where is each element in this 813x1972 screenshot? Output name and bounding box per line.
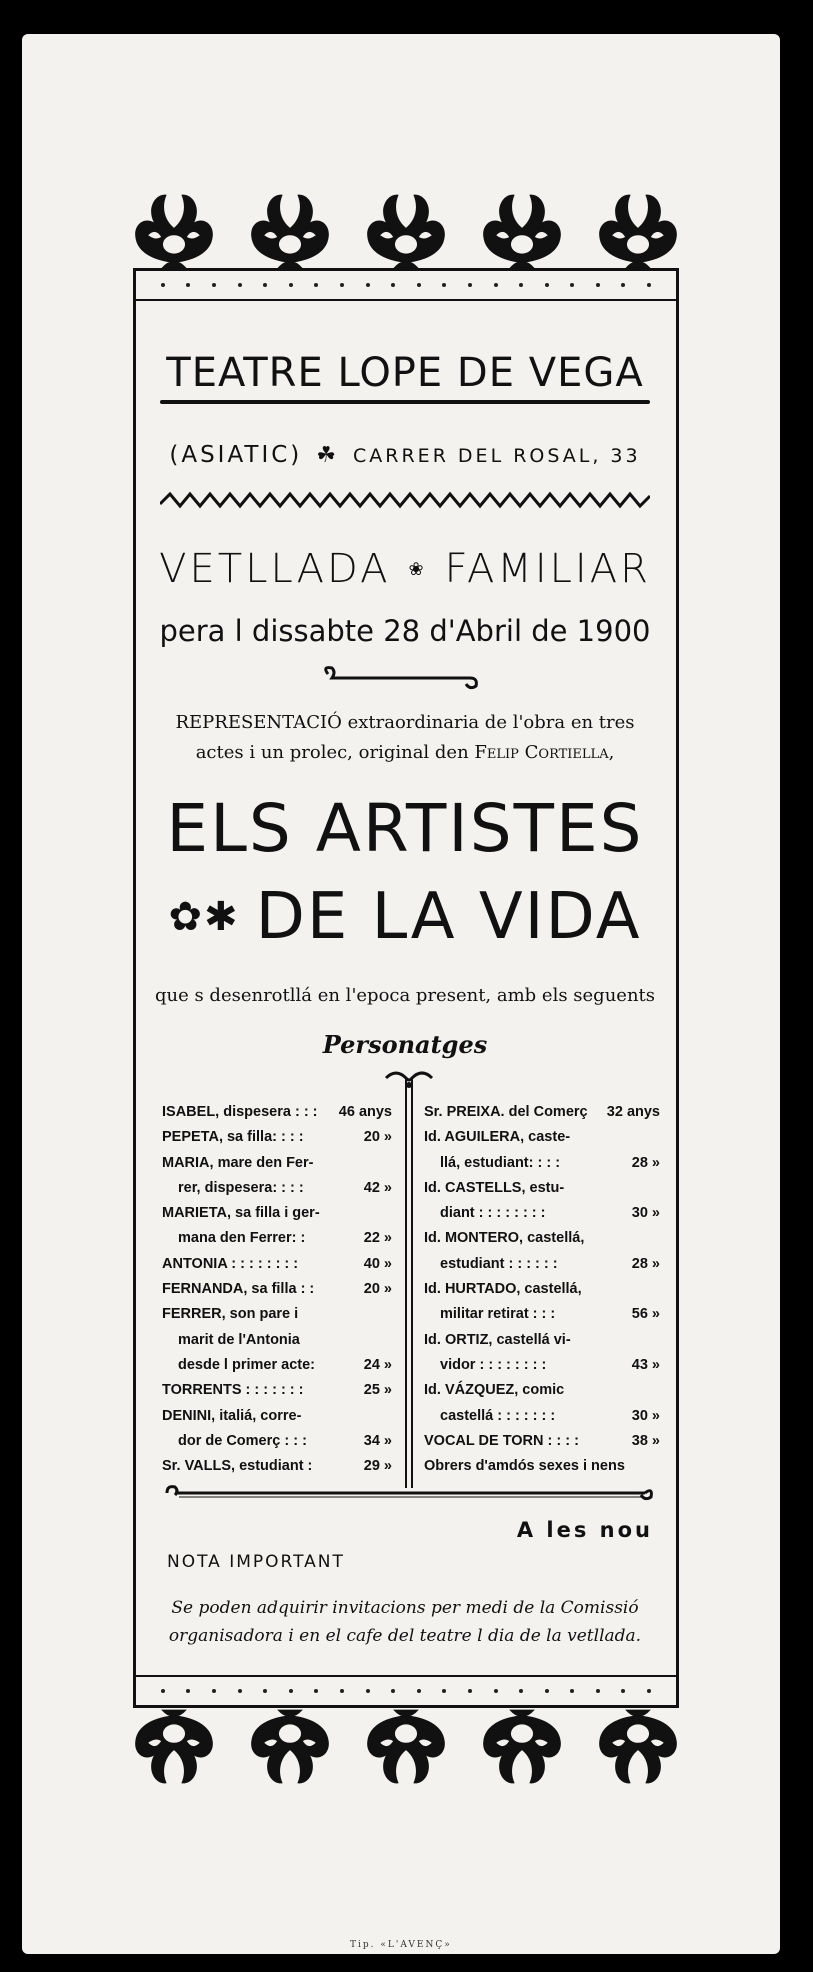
cast-age: 46 anys: [338, 1104, 392, 1120]
cast-row: [162, 1302, 392, 1327]
cast-row: [424, 1277, 660, 1302]
cast-age: 42 »: [363, 1179, 392, 1196]
cast-role: mana den Ferrer: :: [178, 1230, 306, 1247]
cast-role: Sr. PREIXA. del Comerç: [424, 1104, 588, 1120]
cast-row: [162, 1277, 392, 1302]
address-text: CARRER DEL ROSAL, 33: [353, 445, 641, 467]
fleur-ornament-icon: [360, 1706, 452, 1798]
flourish-divider: [320, 664, 480, 692]
cast-role: Sr. VALLS, estudiant :: [162, 1458, 313, 1475]
note-line-1: Se poden adquirir invitacions per medi de la Comissió: [171, 1598, 639, 1618]
cast-row: [162, 1125, 392, 1150]
cast-row: [424, 1151, 660, 1176]
cast-role: PEPETA, sa filla: : : :: [162, 1129, 304, 1146]
cast-row: [162, 1328, 392, 1353]
play-title-line-2: DE LA VIDA: [255, 880, 642, 954]
cast-role: ISABEL, dispesera : : :: [162, 1104, 318, 1120]
cast-row: [424, 1429, 660, 1454]
cast-row: [424, 1404, 660, 1429]
cast-role: diant : : : : : : : :: [440, 1205, 546, 1222]
cast-row: [424, 1454, 660, 1479]
cast-row: [424, 1125, 660, 1150]
address-line: [145, 442, 665, 468]
cast-row: [162, 1226, 392, 1251]
fleur-ornament-icon: [128, 180, 220, 272]
cast-role: FERRER, son pare i: [162, 1306, 299, 1323]
cast-age: 32 anys: [606, 1104, 660, 1120]
fleur-ornament-icon: [360, 180, 452, 272]
cast-row: [162, 1404, 392, 1429]
cast-row: [162, 1252, 392, 1277]
fleur-ornament-icon: [476, 180, 568, 272]
fleur-ornament-icon: [244, 180, 336, 272]
ornamental-rule: [165, 1483, 655, 1503]
cast-age: 40 »: [363, 1255, 392, 1272]
cast-role: TORRENTS : : : : : : :: [162, 1382, 304, 1399]
cast-age: 34 »: [363, 1432, 392, 1449]
event-date: pera l dissabte 28 d'Abril de 1900: [159, 614, 651, 648]
cast-role: marit de l'Antonia: [178, 1331, 300, 1348]
cast-role: MARIETA, sa filla i ger-: [162, 1205, 320, 1222]
cast-age: 30 »: [631, 1205, 660, 1222]
zigzag-divider: [160, 488, 650, 512]
fleur-ornament-icon: [128, 1706, 220, 1798]
bottom-ornament-row: [128, 1706, 684, 1798]
cast-role: castellá : : : : : : :: [440, 1407, 556, 1424]
event-word-2: FAMILIAR: [444, 546, 651, 592]
flower-ornament-icon: ✿✱: [168, 894, 240, 940]
cast-row: [424, 1328, 660, 1353]
event-word-1: VETLLADA: [159, 546, 391, 592]
cast-age: 25 »: [363, 1382, 392, 1399]
start-time: A les nou: [516, 1518, 653, 1542]
cast-row: [162, 1353, 392, 1378]
flower-icon: ❀: [408, 558, 427, 580]
leaf-icon: ☘: [316, 443, 340, 468]
cast-row: [162, 1454, 392, 1479]
cast-role: FERNANDA, sa filla : :: [162, 1281, 315, 1298]
cast-role: ANTONIA : : : : : : : :: [162, 1255, 299, 1272]
cast-role: Id. HURTADO, castellá,: [424, 1281, 582, 1298]
cast-role: MARIA, mare den Fer-: [162, 1154, 314, 1171]
play-title-line-1: ELS ARTISTES: [166, 790, 644, 867]
cast-age: 30 »: [631, 1407, 660, 1424]
cast-heading: Personatges: [322, 1030, 488, 1059]
cast-row: [162, 1378, 392, 1403]
cast-role: Id. ORTIZ, castellá vi-: [424, 1331, 571, 1348]
cast-age: 20 »: [363, 1281, 392, 1298]
fleur-ornament-icon: [476, 1706, 568, 1798]
event-heading: [145, 546, 665, 592]
cast-age: 24 »: [363, 1356, 392, 1373]
representation-line-2: [145, 742, 665, 763]
cast-role: estudiant : : : : : :: [440, 1255, 558, 1272]
cast-row: [162, 1100, 392, 1125]
cast-role: militar retirat : : :: [440, 1306, 556, 1323]
cast-age: 20 »: [363, 1129, 392, 1146]
cast-role: dor de Comerç : : :: [178, 1432, 307, 1449]
cast-age: 38 »: [631, 1432, 660, 1449]
fleur-ornament-icon: [592, 180, 684, 272]
top-ornament-row: [128, 180, 684, 272]
cast-role: rer, dispesera: : : :: [178, 1179, 304, 1196]
cast-list-left: [162, 1100, 392, 1479]
cast-row: [424, 1201, 660, 1226]
cast-row: [162, 1201, 392, 1226]
venue-label: (ASIATIC): [169, 442, 303, 468]
representation-text: actes i un prolec, original den: [195, 742, 469, 763]
cast-list-right: [424, 1100, 660, 1479]
representation-line-1: REPRESENTACIÓ extraordinaria de l'obra en tres: [175, 712, 635, 733]
cast-age: 43 »: [631, 1356, 660, 1373]
cast-role: Id. VÁZQUEZ, comic: [424, 1382, 565, 1399]
cast-role: Id. CASTELLS, estu-: [424, 1179, 565, 1196]
cast-role: Id. MONTERO, castellá,: [424, 1230, 585, 1247]
author-name: Felip Cortiella,: [474, 742, 615, 763]
note-line-2: organisadora i en el cafe del teatre l dia de la vetllada.: [168, 1626, 642, 1646]
cast-row: [162, 1429, 392, 1454]
cast-role: llá, estudiant: : : :: [440, 1154, 561, 1171]
play-title-line-2-wrap: [145, 880, 665, 954]
printer-imprint: Tip. «L'AVENÇ»: [350, 1940, 452, 1950]
dotted-border-top: [136, 271, 676, 301]
note-title: NOTA IMPORTANT: [167, 1552, 345, 1572]
cast-row: [424, 1226, 660, 1251]
dotted-border-bottom: [136, 1675, 676, 1705]
fleur-ornament-icon: [592, 1706, 684, 1798]
cast-row: [424, 1302, 660, 1327]
cast-age: 28 »: [631, 1154, 660, 1171]
cast-role: desde l primer acte:: [178, 1356, 315, 1373]
cast-age: 56 »: [631, 1306, 660, 1323]
cast-row: [162, 1151, 392, 1176]
cast-column-divider: [405, 1078, 413, 1488]
cast-role: Obrers d'amdós sexes i nens: [424, 1458, 625, 1475]
cast-age: 22 »: [363, 1230, 392, 1247]
cast-role: VOCAL DE TORN : : : :: [424, 1432, 579, 1449]
cast-row: [424, 1378, 660, 1403]
cast-role: vidor : : : : : : : :: [440, 1356, 547, 1373]
cast-age: 28 »: [631, 1255, 660, 1272]
theatre-underline: [160, 400, 650, 404]
cast-row: [424, 1353, 660, 1378]
cast-role: Id. AGUILERA, caste-: [424, 1129, 571, 1146]
fleur-ornament-icon: [244, 1706, 336, 1798]
theatre-name: TEATRE LOPE DE VEGA: [166, 350, 644, 396]
cast-row: [424, 1252, 660, 1277]
play-subtitle: que s desenrotllá en l'epoca present, amb els seguents: [154, 985, 656, 1006]
cast-row: [162, 1176, 392, 1201]
cast-row: [424, 1100, 660, 1125]
cast-age: 29 »: [363, 1458, 392, 1475]
cast-row: [424, 1176, 660, 1201]
cast-role: DENINI, italiá, corre-: [162, 1407, 302, 1424]
